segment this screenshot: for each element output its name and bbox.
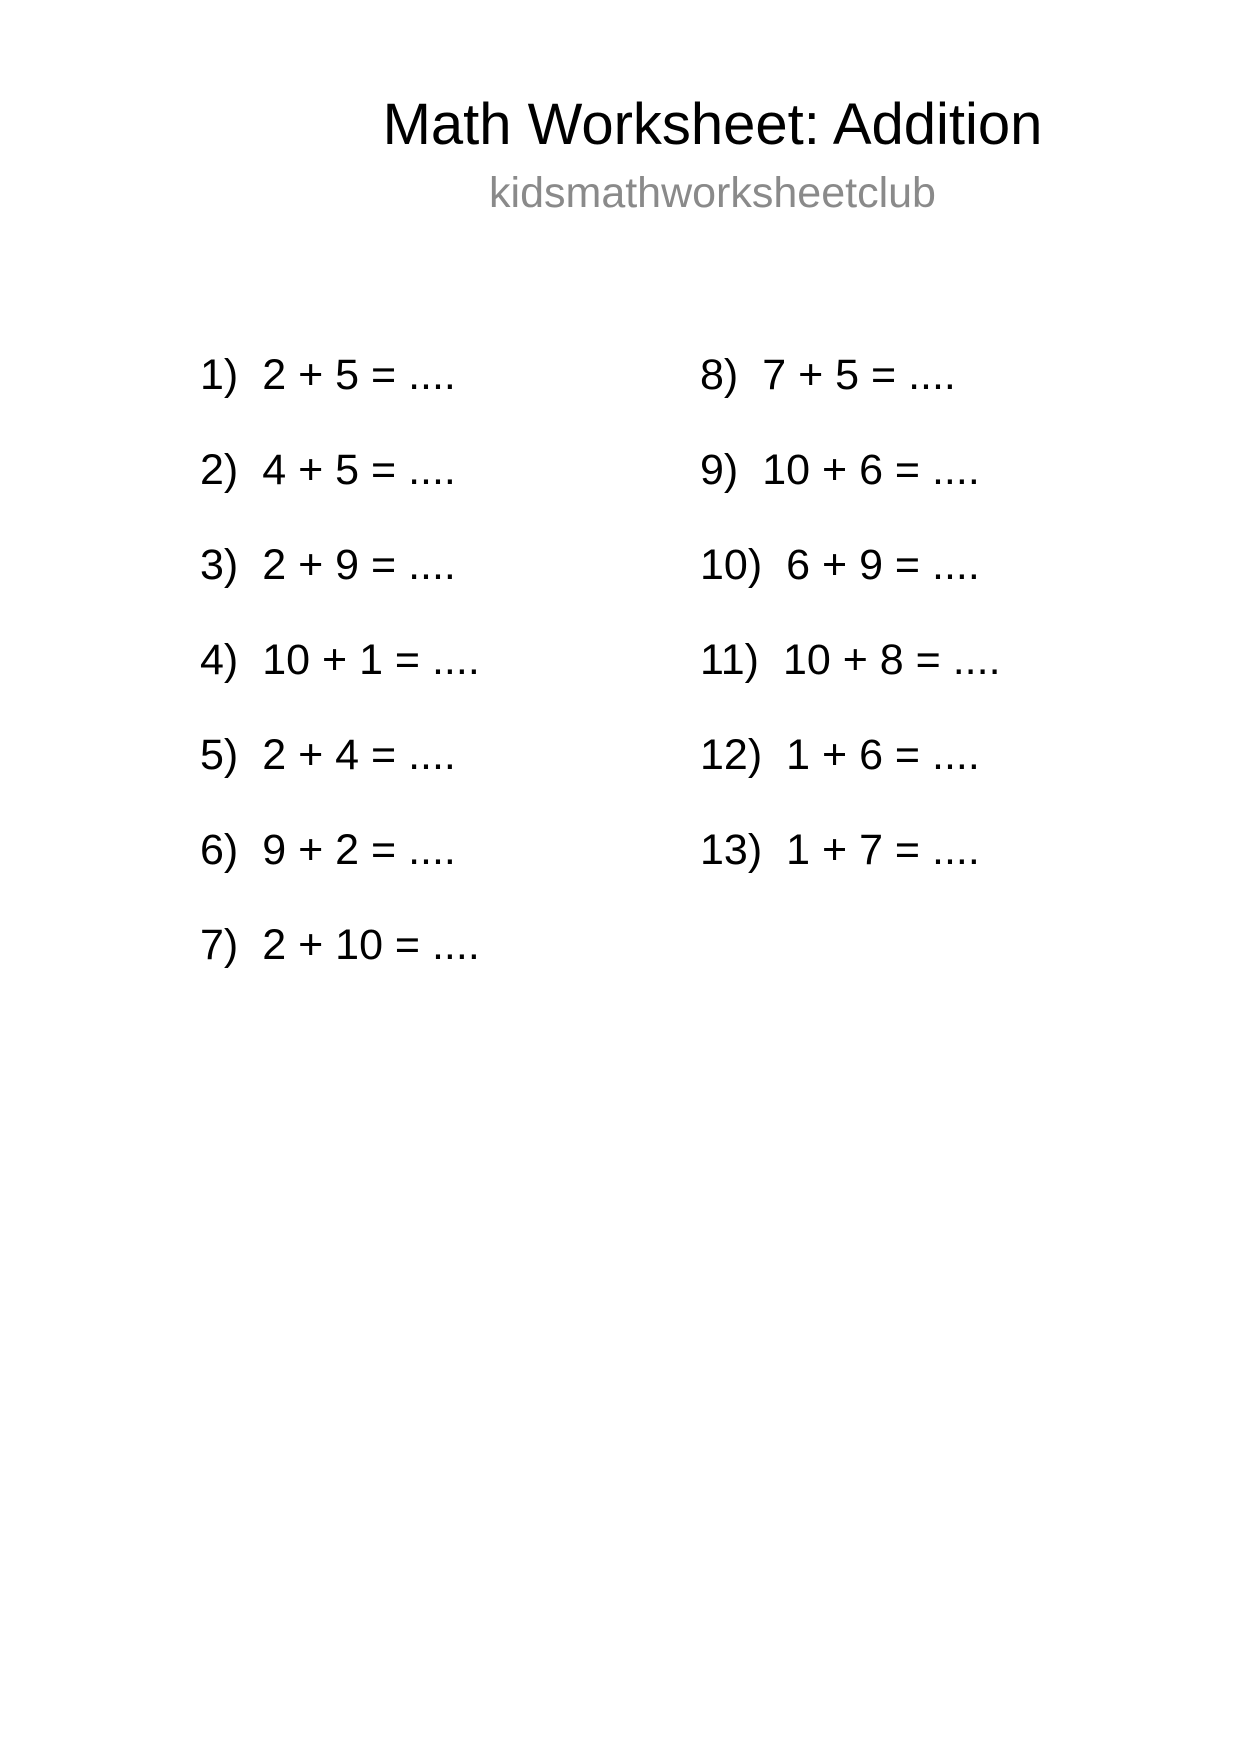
problem-expression: 2 + 10 = ....: [262, 921, 480, 969]
problem-item: [700, 825, 1001, 920]
problem-item: [200, 350, 480, 445]
problem-expression: 10 + 1 = ....: [262, 636, 480, 684]
problem-expression: 7 + 5 = ....: [762, 351, 956, 399]
problem-number: 8): [700, 351, 739, 399]
problem-expression: 2 + 5 = ....: [262, 351, 456, 399]
problem-expression: 1 + 6 = ....: [786, 731, 980, 779]
page-title: Math Worksheet: Addition: [382, 92, 1043, 157]
problem-item: [700, 540, 1001, 635]
problem-number: 6): [200, 826, 239, 874]
problem-number: 4): [200, 636, 239, 684]
problem-column-left: [200, 350, 480, 1015]
problem-expression: 6 + 9 = ....: [786, 541, 980, 589]
problem-expression: 10 + 6 = ....: [762, 446, 980, 494]
problem-expression: 10 + 8 = ....: [782, 636, 1001, 684]
problem-number: 13): [700, 826, 763, 874]
problem-number: 9): [700, 446, 739, 494]
problem-item: [200, 825, 480, 920]
problem-number: 1): [200, 351, 239, 399]
problem-item: [700, 730, 1001, 825]
problem-item: [200, 635, 480, 730]
problem-number: 11): [700, 636, 759, 684]
problem-expression: 2 + 9 = ....: [262, 541, 456, 589]
problem-column-right: [700, 350, 1001, 920]
problem-item: [700, 445, 1001, 540]
problem-item: [200, 920, 480, 1015]
problem-number: 12): [700, 731, 763, 779]
problem-item: [700, 350, 1001, 445]
problem-item: [700, 635, 1001, 730]
problem-number: 10): [700, 541, 763, 589]
problem-number: 7): [200, 921, 239, 969]
problem-item: [200, 445, 480, 540]
problem-expression: 4 + 5 = ....: [262, 446, 456, 494]
problem-expression: 9 + 2 = ....: [262, 826, 456, 874]
problem-item: [200, 730, 480, 825]
worksheet-header: [0, 92, 1240, 218]
problem-number: 2): [200, 446, 239, 494]
problem-number: 5): [200, 731, 239, 779]
problem-number: 3): [200, 541, 239, 589]
problem-item: [200, 540, 480, 635]
problem-expression: 2 + 4 = ....: [262, 731, 456, 779]
site-name: kidsmathworksheetclub: [489, 168, 936, 217]
problem-expression: 1 + 7 = ....: [786, 826, 980, 874]
